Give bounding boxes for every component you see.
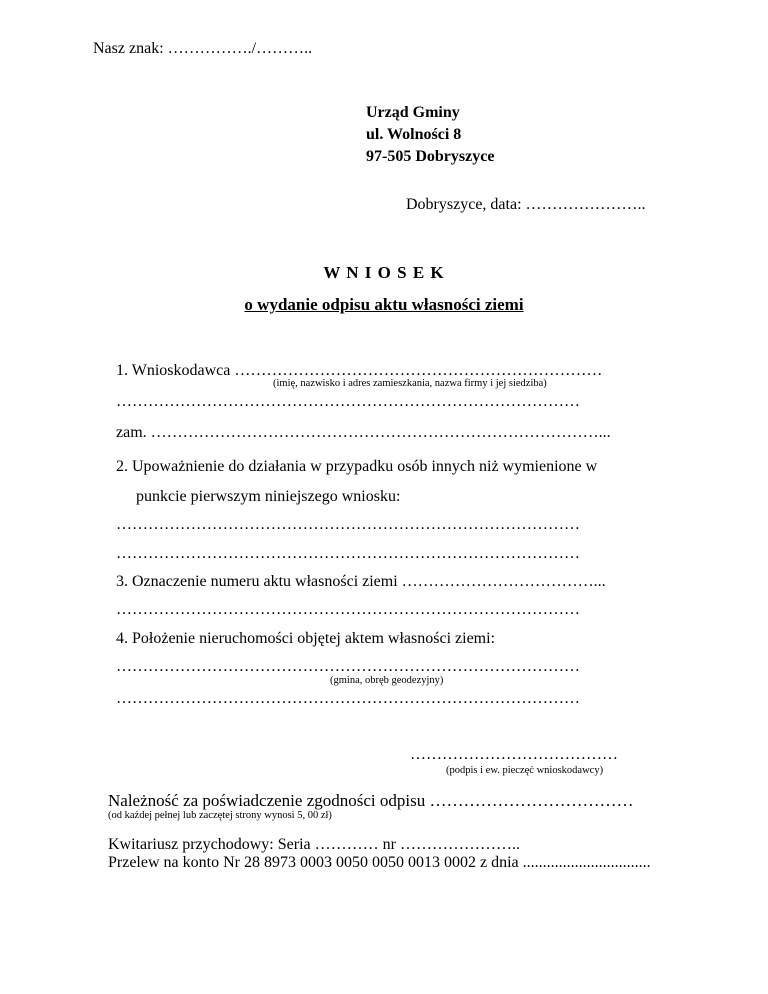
authorization-dots-1: …………………………………………………………………………… xyxy=(116,516,580,533)
item-applicant: 1. Wnioskodawca …………………………………………………………… xyxy=(116,362,603,379)
property-location-hint: (gmina, obręb geodezyjny) xyxy=(330,675,444,686)
reference-number: Nasz znak: ……………./……….. xyxy=(93,40,313,57)
applicant-residence: zam. …………………………………………………………………………... xyxy=(116,424,611,441)
item-property-location: 4. Położenie nieruchomości objętej aktem własności ziemi: xyxy=(116,630,496,647)
property-location-dots-2: …………………………………………………………………………… xyxy=(116,690,580,707)
fee-note: (od każdej pełnej lub zaczętej strony wynosi 5, 00 zł) xyxy=(108,810,332,821)
document-title: W N I O S E K xyxy=(323,263,445,282)
document-subtitle: o wydanie odpisu aktu własności ziemi xyxy=(244,295,524,314)
recipient-city: 97-505 Dobryszyce xyxy=(366,148,495,165)
item-deed-number: 3. Oznaczenie numeru aktu własności ziemi ………………………………... xyxy=(116,573,606,590)
applicant-hint: (imię, nazwisko i adres zamieszkania, nazwa firmy i jej siedziba) xyxy=(273,378,547,389)
place-and-date: Dobryszyce, data: ………………….. xyxy=(406,196,646,213)
receipt-line: Kwitariusz przychodowy: Seria ………… nr ………………….. xyxy=(108,836,520,853)
fee-line: Należność za poświadczenie zgodności odpisu ……………………………… xyxy=(108,791,634,810)
item-authorization: 2. Upoważnienie do działania w przypadku osób innych niż wymienione w xyxy=(116,458,598,475)
applicant-line-2: …………………………………………………………………………… xyxy=(116,393,580,410)
authorization-dots-2: …………………………………………………………………………… xyxy=(116,545,580,562)
signature-line: ………………………………… xyxy=(410,746,618,763)
recipient-address xyxy=(366,102,494,168)
transfer-line: Przelew na konto Nr 28 8973 0003 0050 0050 0013 0002 z dnia ................................ xyxy=(108,854,651,871)
property-location-dots-1: …………………………………………………………………………… xyxy=(116,658,580,675)
authorization-line-2: punkcie pierwszym niniejszego wniosku: xyxy=(136,488,401,505)
deed-number-dots: …………………………………………………………………………… xyxy=(116,601,580,618)
recipient-street: ul. Wolności 8 xyxy=(366,126,462,143)
recipient-office: Urząd Gminy xyxy=(366,104,460,121)
signature-label: (podpis i ew. pieczęć wnioskodawcy) xyxy=(446,765,604,776)
